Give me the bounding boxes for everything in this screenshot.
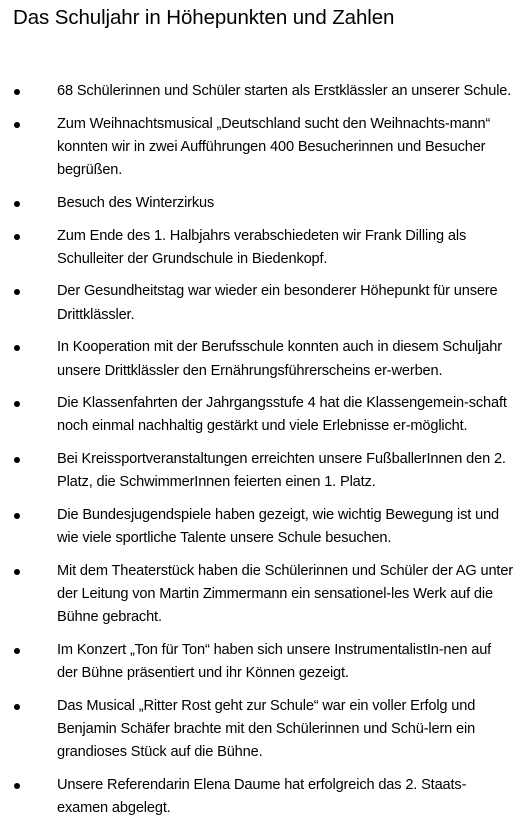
list-item <box>14 774 514 820</box>
list-item-text: In Kooperation mit der Berufsschule konnten auch in diesem Schuljahr unsere Drittklässler den Ernährungsführerscheins er-werben. <box>57 339 502 379</box>
list-item <box>14 560 514 630</box>
list-item-text: 68 Schülerinnen und Schüler starten als Erstklässler an unserer Schule. <box>57 83 512 99</box>
list-item <box>14 448 514 494</box>
list-item-text: Unsere Referendarin Elena Daume hat erfolgreich das 2. Staats-examen abgelegt. <box>57 777 467 817</box>
list-item-text: Das Musical „Ritter Rost geht zur Schule“ war ein voller Erfolg und Benjamin Schäfer brachte mit den Schülerinnen und Schü-lern ein grandioses Stück auf die Bühne. <box>57 697 476 761</box>
list-item <box>14 225 514 271</box>
list-item <box>14 639 514 685</box>
bullet-icon <box>14 783 20 789</box>
list-item <box>14 392 514 438</box>
highlights-list <box>14 80 514 830</box>
list-item-text: Die Bundesjugendspiele haben gezeigt, wie wichtig Bewegung ist und wie viele sportliche Talente unsere Schule besuchen. <box>57 507 500 547</box>
bullet-icon <box>14 234 20 240</box>
list-item-text: Im Konzert „Ton für Ton“ haben sich unsere InstrumentalistIn-nen auf der Bühne präsentiert und ihr Können gezeigt. <box>57 642 492 682</box>
list-item-text: Zum Ende des 1. Halbjahrs verabschiedeten wir Frank Dilling als Schulleiter der Grundschule in Biedenkopf. <box>57 227 467 267</box>
list-item <box>14 504 514 550</box>
bullet-icon <box>14 122 20 128</box>
list-item <box>14 336 514 382</box>
list-item <box>14 113 514 183</box>
list-item <box>14 280 514 326</box>
bullet-icon <box>14 704 20 710</box>
bullet-icon <box>14 401 20 407</box>
list-item-text: Besuch des Winterzirkus <box>57 194 215 211</box>
list-item-text: Die Klassenfahrten der Jahrgangsstufe 4 hat die Klassengemein-schaft noch einmal nachhaltig gestärkt und viele Erlebnisse er-möglicht. <box>57 395 507 435</box>
bullet-icon <box>14 648 20 654</box>
list-item-text: Mit dem Theaterstück haben die Schülerinnen und Schüler der AG unter der Leitung von Martin Zimmermann ein sensationel-les Werk auf die Bühne gebracht. <box>57 562 513 626</box>
bullet-icon <box>14 345 20 351</box>
bullet-icon <box>14 201 20 207</box>
bullet-icon <box>14 289 20 295</box>
bullet-icon <box>14 89 20 95</box>
bullet-icon <box>14 457 20 463</box>
list-item <box>14 695 514 765</box>
bullet-icon <box>14 569 20 575</box>
bullet-icon <box>14 513 20 519</box>
list-item <box>14 80 514 103</box>
page-title: Das Schuljahr in Höhepunkten und Zahlen <box>13 6 395 29</box>
list-item <box>14 192 514 215</box>
list-item-text: Zum Weihnachtsmusical „Deutschland sucht den Weihnachts-mann“ konnten wir in zwei Aufführungen 400 Besucherinnen und Besucher begrüßen. <box>57 115 491 179</box>
list-item-text: Bei Kreissportveranstaltungen erreichten unsere FußballerInnen den 2. Platz, die SchwimmerInnen feierten einen 1. Platz. <box>57 451 506 491</box>
list-item-text: Der Gesundheitstag war wieder ein besonderer Höhepunkt für unsere Drittklässler. <box>57 283 498 323</box>
